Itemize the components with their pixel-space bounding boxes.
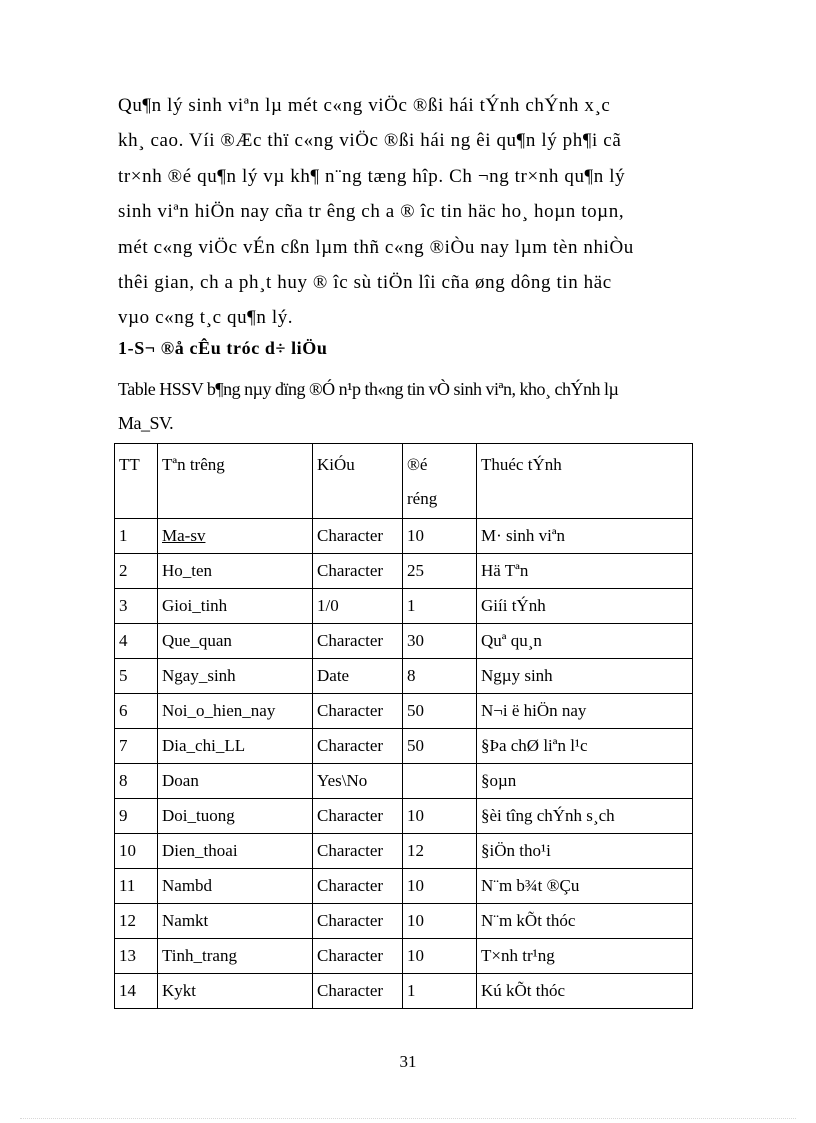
cell-field-name: Doi_tuong (158, 799, 313, 834)
table-row (115, 589, 693, 624)
body-paragraph (118, 88, 698, 336)
header-tt: TT (115, 444, 158, 519)
cell-tt: 5 (115, 659, 158, 694)
table-row (115, 764, 693, 799)
cell-tt: 12 (115, 904, 158, 939)
cell-attribute: T×nh tr¹ng (477, 939, 693, 974)
table-row (115, 834, 693, 869)
table-row (115, 799, 693, 834)
cell-attribute: Giíi tÝnh (477, 589, 693, 624)
paragraph-line: Qu¶n lý sinh viªn lµ mét c«ng viÖc ®ßi hái tÝnh chÝnh x¸c (118, 95, 611, 116)
cell-width: 1 (403, 974, 477, 1009)
cell-attribute: §èi tîng chÝnh s¸ch (477, 799, 693, 834)
cell-attribute: N¨m kÕt thóc (477, 904, 693, 939)
header-width-line2: réng (407, 489, 438, 508)
cell-type: Character (313, 519, 403, 554)
cell-type: Character (313, 799, 403, 834)
cell-attribute: Kú kÕt thóc (477, 974, 693, 1009)
cell-attribute: N¨m b¾t ®Çu (477, 869, 693, 904)
cell-tt: 7 (115, 729, 158, 764)
cell-tt: 11 (115, 869, 158, 904)
cell-attribute: §Þa chØ liªn l¹c (477, 729, 693, 764)
cell-width: 30 (403, 624, 477, 659)
cell-attribute: §iÖn tho¹i (477, 834, 693, 869)
paragraph-line: thêi gian, ch a ph¸t huy ® îc sù tiÖn lîi cña øng dông tin häc (118, 271, 612, 293)
cell-type: Character (313, 554, 403, 589)
cell-tt: 4 (115, 624, 158, 659)
table-row (115, 659, 693, 694)
hssv-table (114, 443, 693, 1009)
cell-field-name: Kykt (158, 974, 313, 1009)
table-intro-line: Ma_SV. (118, 413, 174, 433)
header-attribute: Thuéc tÝnh (477, 444, 693, 519)
cell-width: 50 (403, 729, 477, 764)
header-width (403, 444, 477, 519)
cell-attribute: §oµn (477, 764, 693, 799)
cell-field-name: Nambd (158, 869, 313, 904)
cell-field-name: Dien_thoai (158, 834, 313, 869)
cell-field-name: Ngay_sinh (158, 659, 313, 694)
header-type: KiÓu (313, 444, 403, 519)
cell-tt: 13 (115, 939, 158, 974)
cell-width: 10 (403, 869, 477, 904)
cell-width: 10 (403, 519, 477, 554)
cell-field-name: Tinh_trang (158, 939, 313, 974)
cell-type: Date (313, 659, 403, 694)
cell-attribute: Quª qu¸n (477, 624, 693, 659)
cell-tt: 2 (115, 554, 158, 589)
cell-tt: 14 (115, 974, 158, 1009)
cell-width: 10 (403, 799, 477, 834)
cell-field-name: Doan (158, 764, 313, 799)
cell-tt: 8 (115, 764, 158, 799)
table-row (115, 904, 693, 939)
cell-type: Character (313, 904, 403, 939)
cell-type: Character (313, 939, 403, 974)
cell-tt: 3 (115, 589, 158, 624)
table-intro-line: Table HSSV b¶ng nµy dïng ®Ó n¹p th«ng tin vÒ sinh viªn, kho¸ chÝnh lµ (118, 379, 619, 399)
cell-field-name: Que_quan (158, 624, 313, 659)
cell-width: 1 (403, 589, 477, 624)
cell-tt: 6 (115, 694, 158, 729)
cell-type: Yes\No (313, 764, 403, 799)
table-header-row (115, 444, 693, 519)
paragraph-line: tr×nh ®é qu¶n lý vµ kh¶ n¨ng tæng hîp. Ch ¬ng tr×nh qu¶n lý (118, 165, 626, 187)
cell-tt: 10 (115, 834, 158, 869)
table-row (115, 729, 693, 764)
cell-type: Character (313, 974, 403, 1009)
cell-field-name (158, 519, 313, 554)
cell-field-name: Dia_chi_LL (158, 729, 313, 764)
table-row (115, 554, 693, 589)
table-row (115, 624, 693, 659)
cell-type: Character (313, 624, 403, 659)
cell-width (403, 764, 477, 799)
table-row (115, 694, 693, 729)
cell-attribute: Ngµy sinh (477, 659, 693, 694)
cell-tt: 1 (115, 519, 158, 554)
cell-attribute: N¬i ë hiÖn nay (477, 694, 693, 729)
cell-field-name: Noi_o_hien_nay (158, 694, 313, 729)
cell-tt: 9 (115, 799, 158, 834)
page-number: 31 (399, 1052, 417, 1071)
cell-field-name: Gioi_tinh (158, 589, 313, 624)
cell-attribute: M· sinh viªn (477, 519, 693, 554)
table-row (115, 939, 693, 974)
page-bottom-divider (20, 1118, 796, 1119)
cell-field-name: Namkt (158, 904, 313, 939)
field-name-underlined: Ma-sv (162, 526, 206, 545)
cell-type: Character (313, 834, 403, 869)
header-width-line1: ®é (407, 455, 428, 474)
cell-width: 8 (403, 659, 477, 694)
table-row (115, 869, 693, 904)
table-row (115, 519, 693, 554)
header-field-name: Tªn trêng (158, 444, 313, 519)
table-intro (118, 372, 618, 440)
cell-attribute: Hä Tªn (477, 554, 693, 589)
paragraph-line: mét c«ng viÖc vÉn cßn lµm thñ c«ng ®iÒu nay lµm tèn nhiÒu (118, 236, 634, 258)
cell-type: Character (313, 869, 403, 904)
cell-type: Character (313, 729, 403, 764)
paragraph-line: kh¸ cao. Víi ®Æc thï c«ng viÖc ®ßi hái ng êi qu¶n lý ph¶i cã (118, 130, 622, 152)
paragraph-line: vµo c«ng t¸c qu¶n lý. (118, 307, 294, 329)
cell-type: Character (313, 694, 403, 729)
cell-width: 25 (403, 554, 477, 589)
cell-width: 12 (403, 834, 477, 869)
cell-width: 50 (403, 694, 477, 729)
cell-type: 1/0 (313, 589, 403, 624)
cell-field-name: Ho_ten (158, 554, 313, 589)
section-heading: 1-S¬ ®å cÊu tróc d÷ liÖu (118, 338, 328, 358)
cell-width: 10 (403, 904, 477, 939)
paragraph-line: sinh viªn hiÖn nay cña tr êng ch a ® îc tin häc ho¸ hoµn toµn, (118, 201, 625, 223)
cell-width: 10 (403, 939, 477, 974)
table-row (115, 974, 693, 1009)
